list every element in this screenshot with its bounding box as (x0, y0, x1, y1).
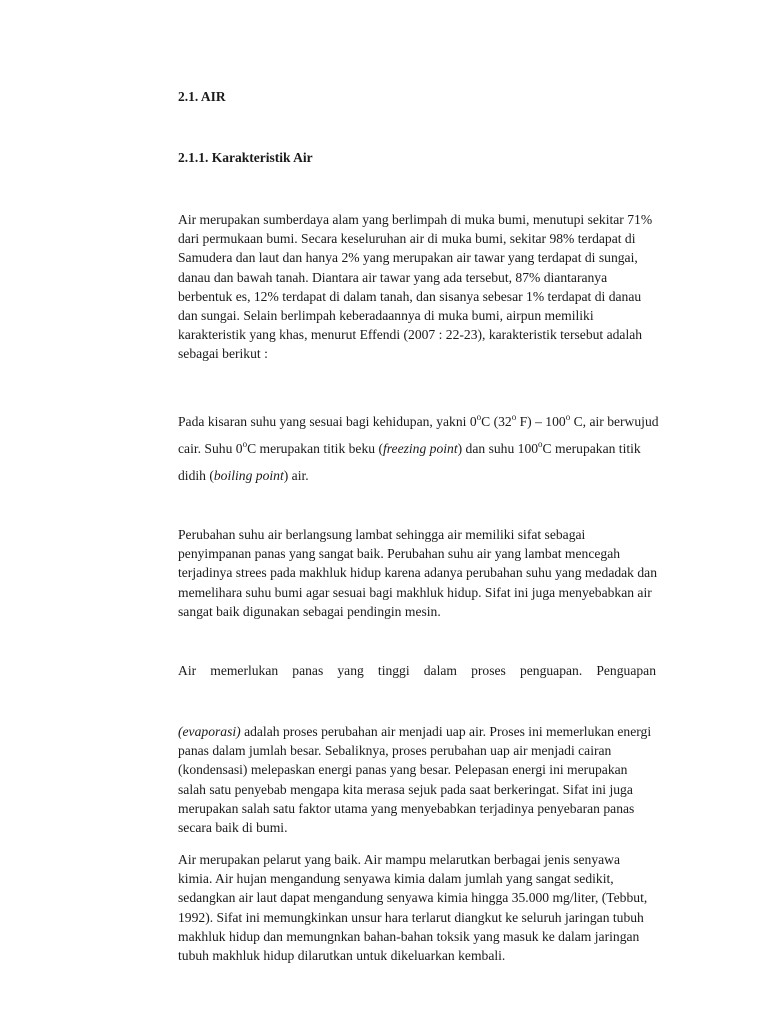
paragraph-solvent: Air merupakan pelarut yang baik. Air mampu melarutkan berbagai jenis senyawa kimia. Air hujan mengandung senyawa kimia dalam jumlah yang sangat sedikit, sedangkan air laut dapat mengandung senyawa kimia hingga 35.000 mg/liter, (Tebbut, 1992). Sifat ini memungkinkan unsur hara terlarut diangkut ke seluruh jaringan tubuh makhluk hidup dan memungnkan bahan-bahan toksik yang masuk ke dalam jaringan tubuh makhluk hidup dilarutkan untuk dikeluarkan kembali. (178, 852, 648, 964)
section-heading: 2.1. AIR (178, 89, 226, 104)
paragraph-intro: Air merupakan sumberdaya alam yang berlimpah di muka bumi, menutupi sekitar 71% dari permukaan bumi. Secara keseluruhan air di muka bumi, sekitar 98% terdapat di Samudera dan laut dan hanya 2% yang merupakan air tawar yang terdapat di sungai, danau dan bawah tanah. Diantara air tawar yang ada tersebut, 87% diantaranya berbentuk es, 12% terdapat di dalam tanah, dan sisanya sebesar 1% terdapat di danau dan sungai. Selain berlimpah keberadaannya di muka bumi, airpun memiliki karakteristik yang khas, menurut Effendi (2007 : 22-23), karakteristik tersebut adalah sebagai berikut : (178, 212, 653, 362)
paragraph-temperature: Pada kisaran suhu yang sesuai bagi kehidupan, yakni 0$^o$C (32$^o$ F) – 100$^o$ C, air berwujud cair. Suhu 0$^o$C merupakan titik beku (freezing point) dan suhu 100$^o$C merupakan titik didih (boiling point) air. (178, 412, 659, 483)
paragraph-evaporation-intro: Air memerlukan panas yang tinggi dalam proses penguapan. Penguapan (178, 663, 656, 678)
paragraph-evaporation: (evaporasi) adalah proses perubahan air menjadi uap air. Proses ini memerlukan energi panas dalam jumlah besar. Sebaliknya, proses perubahan uap air menjadi cairan (kondensasi) melepaskan energi panas yang besar. Pelepasan energi ini merupakan salah satu penyebab mengapa kita merasa sejuk pada saat berkeringat. Sifat ini juga merupakan salah satu faktor utama yang menyebabkan terjadinya penyebaran panas secara baik di bumi. (178, 724, 652, 836)
paragraph-heat-storage: Perubahan suhu air berlangsung lambat sehingga air memiliki sifat sebagai penyimpanan panas yang sangat baik. Perubahan suhu air yang lambat mencegah terjadinya strees pada makhluk hidup karena adanya perubahan suhu yang medadak dan memelihara suhu bumi agar sesuai bagi makhluk hidup. Sifat ini juga menyebabkan air sangat baik digunakan sebagai pendingin mesin. (178, 527, 658, 619)
subsection-heading: 2.1.1. Karakteristik Air (178, 150, 313, 165)
